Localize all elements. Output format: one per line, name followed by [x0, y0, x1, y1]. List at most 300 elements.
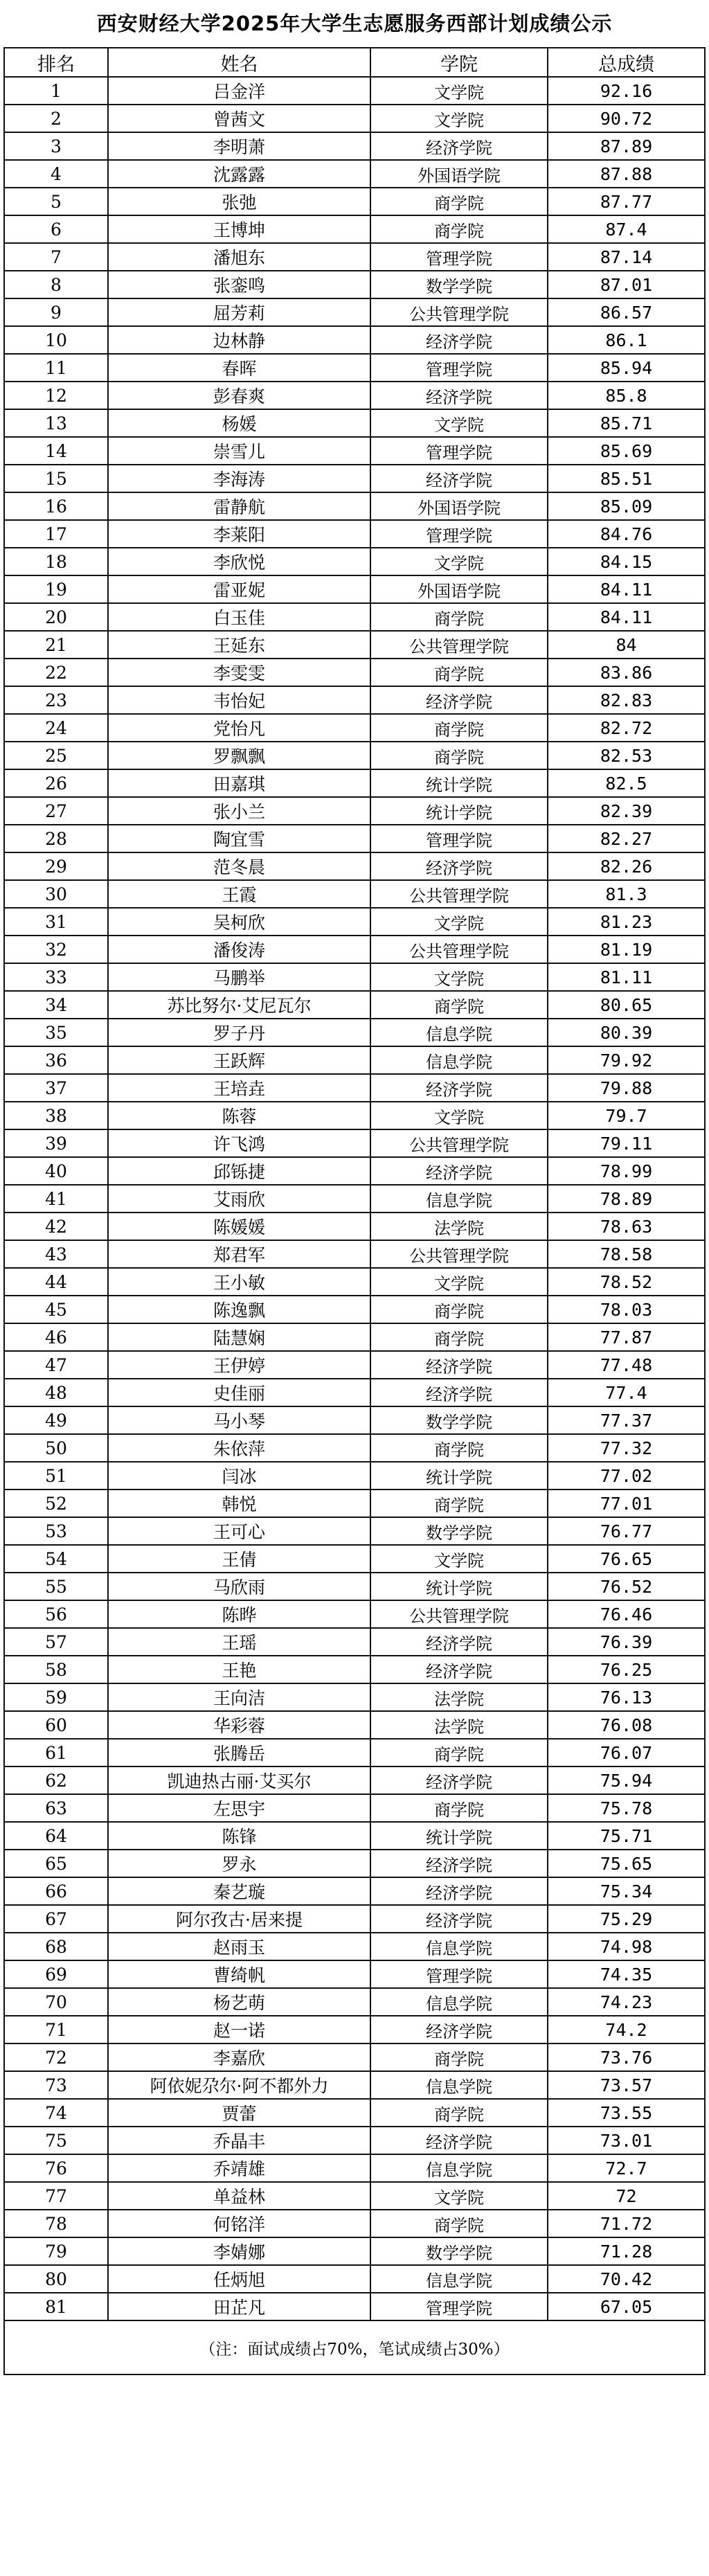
college-cell: 经济学院	[370, 1850, 548, 1877]
table-row	[4, 1323, 705, 1351]
table-row	[4, 2043, 705, 2071]
table-row	[4, 1600, 705, 1628]
table-row	[4, 132, 705, 160]
score-cell: 75.65	[548, 1850, 705, 1877]
rank-cell: 64	[4, 1822, 108, 1850]
score-cell: 71.72	[548, 2210, 705, 2237]
table-row	[4, 575, 705, 603]
rank-cell: 58	[4, 1656, 108, 1683]
name-cell: 王霞	[108, 880, 370, 908]
college-cell: 信息学院	[370, 1988, 548, 2016]
rank-cell: 57	[4, 1628, 108, 1656]
score-cell: 78.89	[548, 1185, 705, 1213]
score-cell: 80.39	[548, 1019, 705, 1046]
table-row	[4, 1462, 705, 1490]
name-cell: 陈晔	[108, 1600, 370, 1628]
table-row	[4, 243, 705, 271]
college-cell: 经济学院	[370, 1157, 548, 1185]
score-cell: 87.89	[548, 132, 705, 160]
score-cell: 82.72	[548, 714, 705, 742]
score-cell: 77.02	[548, 1462, 705, 1490]
college-cell: 文学院	[370, 908, 548, 936]
name-cell: 王倩	[108, 1545, 370, 1573]
college-cell: 经济学院	[370, 465, 548, 492]
rank-cell: 48	[4, 1379, 108, 1406]
college-cell: 管理学院	[370, 437, 548, 465]
college-cell: 经济学院	[370, 1766, 548, 1794]
name-cell: 屈芳莉	[108, 298, 370, 326]
college-cell: 经济学院	[370, 2016, 548, 2043]
score-cell: 84.76	[548, 520, 705, 548]
name-cell: 雷亚妮	[108, 575, 370, 603]
name-cell: 潘俊涛	[108, 936, 370, 963]
college-cell: 文学院	[370, 105, 548, 132]
college-cell: 商学院	[370, 2043, 548, 2071]
score-cell: 82.39	[548, 797, 705, 825]
score-cell: 74.23	[548, 1988, 705, 2016]
rank-cell: 9	[4, 298, 108, 326]
table-row	[4, 631, 705, 659]
name-cell: 沈露露	[108, 160, 370, 188]
college-cell: 数学学院	[370, 1406, 548, 1434]
name-cell: 李明萧	[108, 132, 370, 160]
table-row	[4, 105, 705, 132]
score-cell: 86.57	[548, 298, 705, 326]
score-cell: 72	[548, 2182, 705, 2210]
name-cell: 罗子丹	[108, 1019, 370, 1046]
score-cell: 76.77	[548, 1517, 705, 1545]
rank-cell: 25	[4, 742, 108, 769]
college-cell: 管理学院	[370, 520, 548, 548]
college-cell: 经济学院	[370, 2127, 548, 2154]
name-cell: 王伊婷	[108, 1351, 370, 1379]
rank-cell: 8	[4, 271, 108, 298]
name-cell: 王瑶	[108, 1628, 370, 1656]
name-cell: 左思宇	[108, 1794, 370, 1822]
name-cell: 张小兰	[108, 797, 370, 825]
name-cell: 王向洁	[108, 1683, 370, 1711]
score-cell: 81.23	[548, 908, 705, 936]
name-cell: 苏比努尔·艾尼瓦尔	[108, 991, 370, 1019]
college-cell: 统计学院	[370, 1462, 548, 1490]
table-row	[4, 1683, 705, 1711]
score-cell: 85.8	[548, 382, 705, 409]
college-cell: 商学院	[370, 1794, 548, 1822]
table-row	[4, 1379, 705, 1406]
college-cell: 信息学院	[370, 1019, 548, 1046]
table-row	[4, 2127, 705, 2154]
college-cell: 管理学院	[370, 354, 548, 382]
rank-cell: 39	[4, 1129, 108, 1157]
name-cell: 闫冰	[108, 1462, 370, 1490]
rank-cell: 66	[4, 1877, 108, 1905]
name-cell: 许飞鸿	[108, 1129, 370, 1157]
score-cell: 78.63	[548, 1213, 705, 1240]
college-cell: 商学院	[370, 659, 548, 686]
table-row	[4, 1019, 705, 1046]
college-cell: 外国语学院	[370, 160, 548, 188]
name-cell: 华彩蓉	[108, 1711, 370, 1739]
college-cell: 统计学院	[370, 1822, 548, 1850]
name-cell: 韩悦	[108, 1490, 370, 1517]
college-cell: 文学院	[370, 548, 548, 575]
score-cell: 85.94	[548, 354, 705, 382]
table-row	[4, 1766, 705, 1794]
score-cell: 81.3	[548, 880, 705, 908]
rank-cell: 4	[4, 160, 108, 188]
table-row	[4, 1905, 705, 1933]
name-cell: 马鹏举	[108, 963, 370, 991]
name-cell: 朱依萍	[108, 1434, 370, 1462]
college-cell: 文学院	[370, 409, 548, 437]
score-cell: 82.83	[548, 686, 705, 714]
name-cell: 王博坤	[108, 215, 370, 243]
rank-cell: 47	[4, 1351, 108, 1379]
name-cell: 郑君军	[108, 1240, 370, 1268]
college-cell: 文学院	[370, 1102, 548, 1129]
name-cell: 边林静	[108, 326, 370, 354]
table-row	[4, 1129, 705, 1157]
name-cell: 白玉佳	[108, 603, 370, 631]
table-row	[4, 492, 705, 520]
score-cell: 75.29	[548, 1905, 705, 1933]
rank-cell: 30	[4, 880, 108, 908]
table-row	[4, 936, 705, 963]
table-row	[4, 1628, 705, 1656]
college-cell: 外国语学院	[370, 575, 548, 603]
rank-cell: 27	[4, 797, 108, 825]
table-row	[4, 326, 705, 354]
college-cell: 公共管理学院	[370, 936, 548, 963]
rank-cell: 43	[4, 1240, 108, 1268]
table-row	[4, 714, 705, 742]
name-cell: 王可心	[108, 1517, 370, 1545]
table-row	[4, 852, 705, 880]
table-row	[4, 1406, 705, 1434]
score-cell: 90.72	[548, 105, 705, 132]
name-cell: 陆慧娴	[108, 1323, 370, 1351]
score-cell: 85.71	[548, 409, 705, 437]
rank-cell: 77	[4, 2182, 108, 2210]
rank-cell: 6	[4, 215, 108, 243]
table-row	[4, 2071, 705, 2099]
rank-cell: 44	[4, 1268, 108, 1296]
score-cell: 85.69	[548, 437, 705, 465]
college-cell: 法学院	[370, 1711, 548, 1739]
column-header-rank: 排名	[4, 48, 108, 77]
name-cell: 艾雨欣	[108, 1185, 370, 1213]
college-cell: 商学院	[370, 2099, 548, 2127]
table-row	[4, 1711, 705, 1739]
name-cell: 韦怡妃	[108, 686, 370, 714]
rank-cell: 73	[4, 2071, 108, 2099]
college-cell: 公共管理学院	[370, 631, 548, 659]
table-row	[4, 1545, 705, 1573]
score-cell: 74.35	[548, 1960, 705, 1988]
table-row	[4, 1157, 705, 1185]
college-cell: 统计学院	[370, 1573, 548, 1600]
table-row	[4, 1490, 705, 1517]
name-cell: 贾蕾	[108, 2099, 370, 2127]
score-cell: 79.11	[548, 1129, 705, 1157]
rank-cell: 35	[4, 1019, 108, 1046]
college-cell: 经济学院	[370, 852, 548, 880]
rank-cell: 61	[4, 1739, 108, 1766]
score-cell: 74.2	[548, 2016, 705, 2043]
table-row	[4, 908, 705, 936]
score-cell: 76.08	[548, 1711, 705, 1739]
score-cell: 76.25	[548, 1656, 705, 1683]
college-cell: 信息学院	[370, 2265, 548, 2293]
college-cell: 公共管理学院	[370, 1600, 548, 1628]
rank-cell: 13	[4, 409, 108, 437]
rank-cell: 45	[4, 1296, 108, 1323]
column-header-name: 姓名	[108, 48, 370, 77]
rank-cell: 34	[4, 991, 108, 1019]
rank-cell: 10	[4, 326, 108, 354]
table-row	[4, 963, 705, 991]
table-row	[4, 1933, 705, 1960]
college-cell: 管理学院	[370, 2293, 548, 2320]
table-row	[4, 2099, 705, 2127]
table-row	[4, 1074, 705, 1102]
name-cell: 张弛	[108, 188, 370, 215]
table-row	[4, 1739, 705, 1766]
rank-cell: 67	[4, 1905, 108, 1933]
score-cell: 78.52	[548, 1268, 705, 1296]
college-cell: 数学学院	[370, 271, 548, 298]
rank-cell: 15	[4, 465, 108, 492]
rank-cell: 2	[4, 105, 108, 132]
table-row	[4, 991, 705, 1019]
college-cell: 商学院	[370, 188, 548, 215]
score-cell: 75.94	[548, 1766, 705, 1794]
college-cell: 商学院	[370, 1323, 548, 1351]
name-cell: 陈媛媛	[108, 1213, 370, 1240]
college-cell: 经济学院	[370, 1379, 548, 1406]
table-row	[4, 1213, 705, 1240]
rank-cell: 21	[4, 631, 108, 659]
name-cell: 田嘉琪	[108, 769, 370, 797]
rank-cell: 79	[4, 2237, 108, 2265]
rank-cell: 7	[4, 243, 108, 271]
table-row	[4, 1794, 705, 1822]
table-row	[4, 354, 705, 382]
college-cell: 信息学院	[370, 2154, 548, 2182]
score-cell: 80.65	[548, 991, 705, 1019]
college-cell: 商学院	[370, 215, 548, 243]
table-row	[4, 1185, 705, 1213]
name-cell: 单益林	[108, 2182, 370, 2210]
college-cell: 商学院	[370, 1490, 548, 1517]
table-row	[4, 188, 705, 215]
college-cell: 经济学院	[370, 1074, 548, 1102]
score-cell: 87.4	[548, 215, 705, 243]
college-cell: 信息学院	[370, 2071, 548, 2099]
college-cell: 外国语学院	[370, 492, 548, 520]
table-row	[4, 520, 705, 548]
college-cell: 统计学院	[370, 797, 548, 825]
rank-cell: 52	[4, 1490, 108, 1517]
name-cell: 张腾岳	[108, 1739, 370, 1766]
table-row	[4, 1656, 705, 1683]
table-row	[4, 215, 705, 243]
table-row	[4, 659, 705, 686]
score-table-body	[4, 48, 705, 2374]
name-cell: 王跃辉	[108, 1046, 370, 1074]
score-cell: 78.58	[548, 1240, 705, 1268]
name-cell: 何铭洋	[108, 2210, 370, 2237]
rank-cell: 46	[4, 1323, 108, 1351]
score-cell: 77.01	[548, 1490, 705, 1517]
score-cell: 77.48	[548, 1351, 705, 1379]
table-row	[4, 1351, 705, 1379]
rank-cell: 16	[4, 492, 108, 520]
rank-cell: 59	[4, 1683, 108, 1711]
name-cell: 秦艺璇	[108, 1877, 370, 1905]
name-cell: 阿尔孜古·居来提	[108, 1905, 370, 1933]
score-cell: 81.11	[548, 963, 705, 991]
name-cell: 罗飘飘	[108, 742, 370, 769]
name-cell: 邱铄捷	[108, 1157, 370, 1185]
table-row	[4, 1988, 705, 2016]
rank-cell: 69	[4, 1960, 108, 1988]
rank-cell: 5	[4, 188, 108, 215]
table-row	[4, 2293, 705, 2320]
college-cell: 经济学院	[370, 686, 548, 714]
rank-cell: 62	[4, 1766, 108, 1794]
table-row	[4, 1268, 705, 1296]
rank-cell: 28	[4, 825, 108, 852]
score-cell: 72.7	[548, 2154, 705, 2182]
table-row	[4, 742, 705, 769]
rank-cell: 63	[4, 1794, 108, 1822]
score-cell: 67.05	[548, 2293, 705, 2320]
score-cell: 75.71	[548, 1822, 705, 1850]
score-cell: 84.11	[548, 575, 705, 603]
column-header-college: 学院	[370, 48, 548, 77]
name-cell: 马欣雨	[108, 1573, 370, 1600]
score-cell: 76.65	[548, 1545, 705, 1573]
college-cell: 经济学院	[370, 1656, 548, 1683]
name-cell: 陶宜雪	[108, 825, 370, 852]
name-cell: 王艳	[108, 1656, 370, 1683]
college-cell: 公共管理学院	[370, 298, 548, 326]
college-cell: 文学院	[370, 963, 548, 991]
college-cell: 商学院	[370, 603, 548, 631]
college-cell: 管理学院	[370, 243, 548, 271]
score-cell: 82.53	[548, 742, 705, 769]
table-row	[4, 1102, 705, 1129]
score-cell: 83.86	[548, 659, 705, 686]
name-cell: 李嘉欣	[108, 2043, 370, 2071]
name-cell: 王小敏	[108, 1268, 370, 1296]
score-cell: 79.92	[548, 1046, 705, 1074]
name-cell: 陈逸飘	[108, 1296, 370, 1323]
score-weighting-note: （注：面试成绩占70%，笔试成绩占30%）	[4, 2320, 705, 2374]
college-cell: 商学院	[370, 2210, 548, 2237]
rank-cell: 3	[4, 132, 108, 160]
table-row	[4, 271, 705, 298]
college-cell: 商学院	[370, 714, 548, 742]
score-cell: 79.88	[548, 1074, 705, 1102]
college-cell: 法学院	[370, 1683, 548, 1711]
name-cell: 党怡凡	[108, 714, 370, 742]
name-cell: 马小琴	[108, 1406, 370, 1434]
rank-cell: 29	[4, 852, 108, 880]
table-row	[4, 797, 705, 825]
rank-cell: 75	[4, 2127, 108, 2154]
table-row	[4, 1046, 705, 1074]
rank-cell: 72	[4, 2043, 108, 2071]
rank-cell: 40	[4, 1157, 108, 1185]
page-title: 西安财经大学2025年大学生志愿服务西部计划成绩公示	[96, 12, 613, 35]
rank-cell: 51	[4, 1462, 108, 1490]
name-cell: 张銮鸣	[108, 271, 370, 298]
rank-cell: 50	[4, 1434, 108, 1462]
rank-cell: 41	[4, 1185, 108, 1213]
table-row	[4, 160, 705, 188]
rank-cell: 38	[4, 1102, 108, 1129]
rank-cell: 53	[4, 1517, 108, 1545]
table-header-row	[4, 48, 705, 77]
name-cell: 陈锋	[108, 1822, 370, 1850]
college-cell: 法学院	[370, 1213, 548, 1240]
table-row	[4, 2154, 705, 2182]
score-cell: 76.13	[548, 1683, 705, 1711]
rank-cell: 68	[4, 1933, 108, 1960]
score-cell: 78.03	[548, 1296, 705, 1323]
rank-cell: 23	[4, 686, 108, 714]
college-cell: 信息学院	[370, 1185, 548, 1213]
rank-cell: 24	[4, 714, 108, 742]
score-cell: 86.1	[548, 326, 705, 354]
rank-cell: 19	[4, 575, 108, 603]
name-cell: 王延东	[108, 631, 370, 659]
table-row	[4, 298, 705, 326]
table-row	[4, 603, 705, 631]
rank-cell: 60	[4, 1711, 108, 1739]
rank-cell: 32	[4, 936, 108, 963]
score-table	[3, 47, 706, 2375]
score-cell: 77.87	[548, 1323, 705, 1351]
rank-cell: 76	[4, 2154, 108, 2182]
rank-cell: 14	[4, 437, 108, 465]
name-cell: 赵雨玉	[108, 1933, 370, 1960]
score-cell: 73.57	[548, 2071, 705, 2099]
rank-cell: 22	[4, 659, 108, 686]
college-cell: 文学院	[370, 1545, 548, 1573]
table-row	[4, 2237, 705, 2265]
college-cell: 经济学院	[370, 1628, 548, 1656]
table-row	[4, 2265, 705, 2293]
score-cell: 75.34	[548, 1877, 705, 1905]
score-cell: 84.15	[548, 548, 705, 575]
score-cell: 84	[548, 631, 705, 659]
college-cell: 商学院	[370, 1739, 548, 1766]
college-cell: 数学学院	[370, 2237, 548, 2265]
college-cell: 经济学院	[370, 1351, 548, 1379]
column-header-score: 总成绩	[548, 48, 705, 77]
rank-cell: 80	[4, 2265, 108, 2293]
rank-cell: 33	[4, 963, 108, 991]
score-cell: 76.39	[548, 1628, 705, 1656]
rank-cell: 81	[4, 2293, 108, 2320]
college-cell: 经济学院	[370, 1905, 548, 1933]
table-row	[4, 437, 705, 465]
name-cell: 杨媛	[108, 409, 370, 437]
score-cell: 84.11	[548, 603, 705, 631]
